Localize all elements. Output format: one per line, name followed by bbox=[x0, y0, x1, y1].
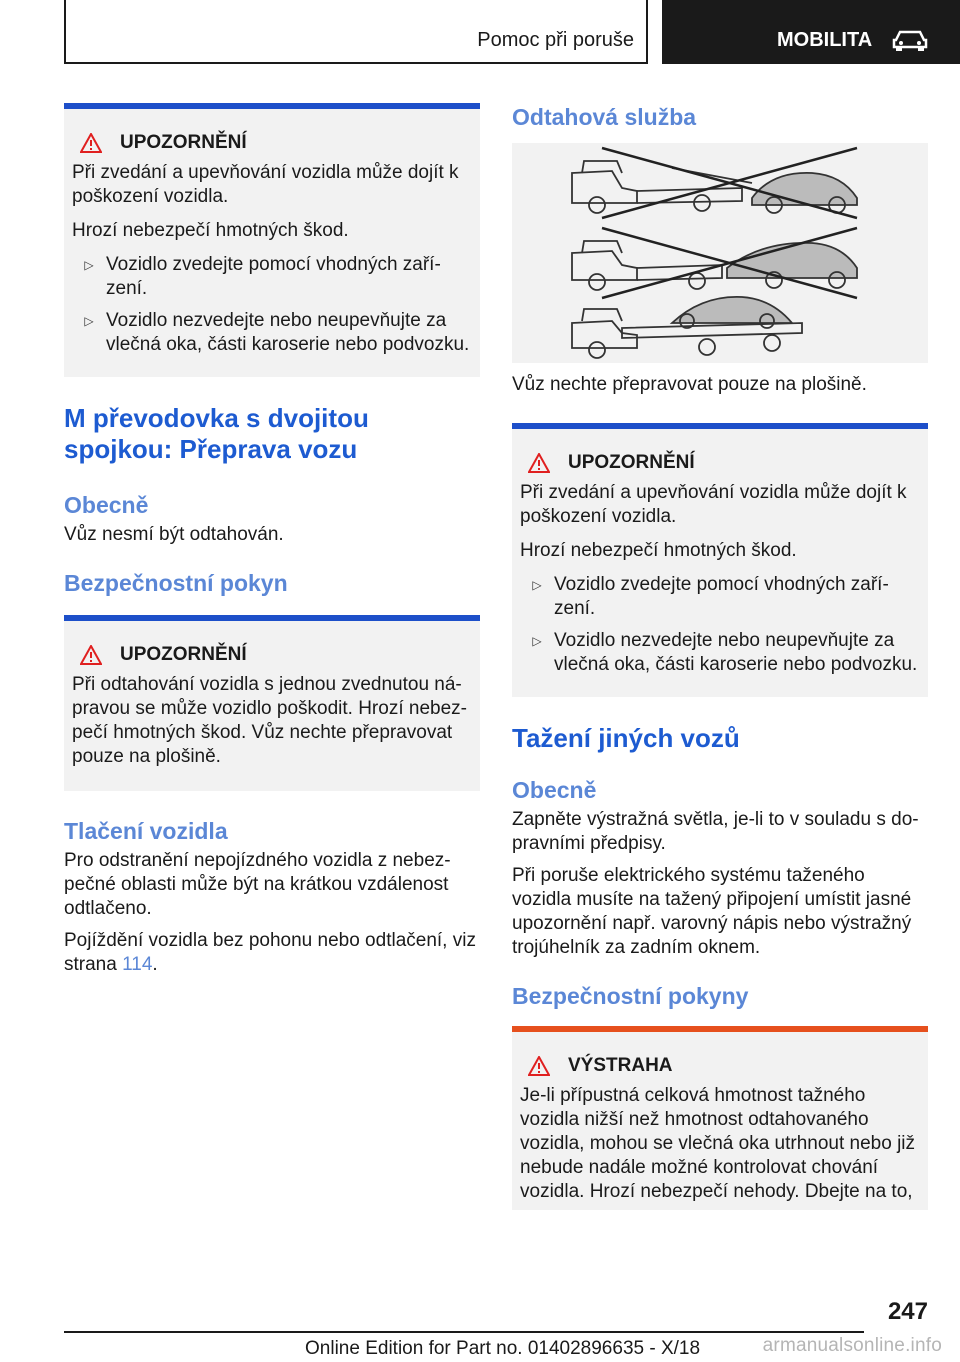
subheading-general: Obecně bbox=[64, 492, 149, 518]
subheading-general: Obecně bbox=[512, 777, 597, 803]
general-text: Vůz nesmí být odtahován. bbox=[64, 524, 284, 545]
left-column bbox=[64, 103, 480, 977]
danger-box bbox=[512, 1026, 928, 1210]
warning-title: UPOZORNĚNÍ bbox=[120, 132, 247, 153]
bullet-triangle-icon: ▷ bbox=[532, 578, 542, 592]
warning-box bbox=[64, 615, 480, 791]
watermark-text: armanualsonline.info bbox=[762, 1335, 942, 1356]
page-link[interactable]: 114 bbox=[122, 954, 153, 975]
warning-text: Hrozí nebezpečí hmotných škod. bbox=[72, 220, 349, 241]
warning-triangle-icon bbox=[528, 453, 550, 473]
subheading-push: Tlačení vozidla bbox=[64, 818, 228, 844]
car-icon bbox=[892, 29, 928, 51]
warning-text: Při zvedání a upevňování vozidla může dojít k poškození vozidla. bbox=[520, 482, 907, 527]
warning-box bbox=[512, 423, 928, 697]
towing-methods-image bbox=[512, 143, 928, 363]
warning-triangle-icon bbox=[80, 133, 102, 153]
section-heading: Tažení jiných vozů bbox=[512, 723, 740, 753]
warning-title: VÝSTRAHA bbox=[568, 1055, 673, 1076]
figure-caption: Vůz nechte přepravovat pouze na plošině. bbox=[512, 374, 867, 395]
section-heading: M převodovka s dvojitou spojkou: Přeprava vozu bbox=[64, 403, 369, 464]
warning-triangle-icon bbox=[528, 1056, 550, 1076]
warning-text: Hrozí nebezpečí hmotných škod. bbox=[520, 540, 797, 561]
subheading-safety: Bezpečnostní pokyny bbox=[512, 983, 749, 1009]
list-item: ▷ Vozidlo nezvedejte nebo neupevňujte za vlečná oka, části karoserie nebo podvozku. bbox=[72, 309, 472, 357]
general-text: Zapněte výstražná světla, je-li to v souladu s do‐ pravními předpisy. bbox=[512, 809, 919, 854]
towing-illustration bbox=[512, 143, 928, 363]
general-text: Při poruše elektrického systému taženého vozidla musíte na tažený připojení umístit jasné upozornění např. varovný nápis nebo výstražný trojúhelník za zadním oknem. bbox=[512, 865, 912, 958]
chapter-tab bbox=[662, 0, 960, 64]
chapter-tab-label: MOBILITA bbox=[777, 29, 873, 51]
section-tab bbox=[64, 0, 648, 64]
warning-title: UPOZORNĚNÍ bbox=[568, 452, 695, 473]
section-tab-label: Pomoc při poruše bbox=[477, 29, 634, 51]
warning-text: Při odtahování vozidla s jednou zvednutou ná‐ pravou se může vozidlo poškodit. Hrozí nebez‐ pečí hmotných škod. Vůz nechte přepravovat pouze na plošině. bbox=[72, 674, 467, 767]
warning-title: UPOZORNĚNÍ bbox=[120, 644, 247, 665]
warning-box bbox=[64, 103, 480, 377]
subheading-tow: Odtahová služba bbox=[512, 104, 697, 130]
push-reference-text: Pojíždění vozidla bez pohonu nebo odtlačení, viz strana 114. bbox=[64, 930, 476, 975]
push-text: Pro odstranění nepojízdného vozidla z nebez‐ pečné oblasti může být na krátkou vzdálenost odtlačeno. bbox=[64, 850, 451, 919]
warning-triangle-icon bbox=[80, 645, 102, 665]
bullet-triangle-icon: ▷ bbox=[532, 634, 542, 648]
page-number: 247 bbox=[887, 1298, 928, 1325]
warning-text: Je-li přípustná celková hmotnost tažného vozidla nižší než hmotnost odtahovaného vozidla, mohou se vlečná oka utrhnout nebo již nebude nadále možné kontrolovat chování vozidla. Hrozí nebezpečí nehody. Dbejte na to, bbox=[520, 1085, 916, 1202]
bullet-triangle-icon: ▷ bbox=[84, 258, 94, 272]
list-item: ▷ Vozidlo zvedejte pomocí vhodných zaří‐ zení. bbox=[72, 253, 472, 301]
warning-text: Při zvedání a upevňování vozidla může dojít k poškození vozidla. bbox=[72, 162, 459, 207]
footer-divider bbox=[64, 1331, 864, 1333]
bullet-triangle-icon: ▷ bbox=[84, 314, 94, 328]
list-item: ▷ Vozidlo zvedejte pomocí vhodných zaří‐ zení. bbox=[520, 573, 920, 621]
edition-text: Online Edition for Part no. 01402896635 - X/18 bbox=[305, 1338, 701, 1359]
right-column bbox=[512, 103, 928, 1210]
list-item: ▷ Vozidlo nezvedejte nebo neupevňujte za vlečná oka, části karoserie nebo podvozku. bbox=[520, 629, 920, 677]
subheading-safety: Bezpečnostní pokyn bbox=[64, 570, 288, 596]
